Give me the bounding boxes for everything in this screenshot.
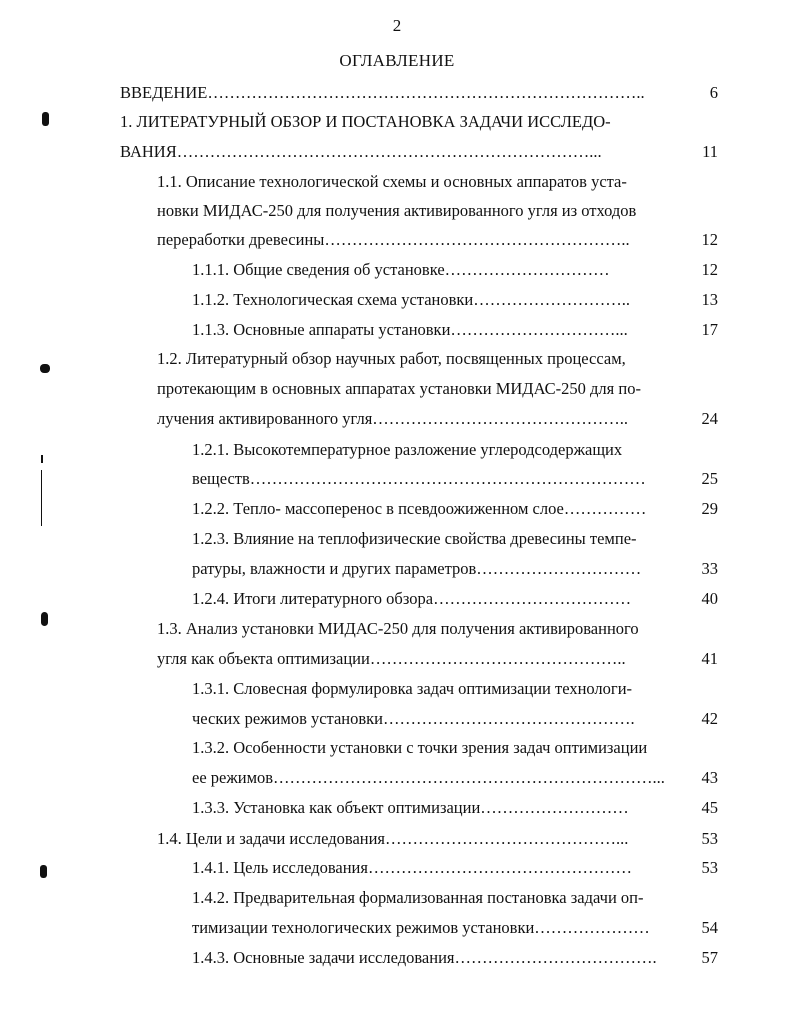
toc-entry-line: 1.4.1. Цель исследования………………………………………… (192, 858, 632, 877)
toc-entry-page: 25 (701, 469, 718, 488)
toc-entry-page: 33 (701, 559, 718, 578)
toc-entry-page: 12 (701, 260, 718, 279)
toc-entry-page: 45 (701, 798, 718, 817)
toc-entry-page: 53 (701, 858, 718, 877)
toc-entry-page: 29 (701, 499, 718, 518)
scan-mark (40, 865, 47, 878)
toc-entry-line: 1.2.2. Тепло- массоперенос в псевдоожиженном слое…………… (192, 499, 647, 518)
toc-entry-line: 1.1.2. Технологическая схема установки……………………….. (192, 290, 630, 309)
toc-entry-line: ратуры, влажности и других параметров………………………… (192, 559, 642, 578)
toc-entry-line: новки МИДАС-250 для получения активированного угля из отходов (157, 201, 637, 220)
toc-entry-page: 6 (709, 83, 718, 102)
toc-entry-line: веществ……………………………………………………………… (192, 469, 646, 488)
toc-entry-line: тимизации технологических режимов установки………………… (192, 918, 650, 937)
scan-mark (41, 470, 42, 526)
toc-entry-line: 1.1. Описание технологической схемы и основных аппаратов уста- (157, 172, 627, 191)
toc-entry-page: 57 (701, 948, 718, 967)
toc-entry-line: 1. ЛИТЕРАТУРНЫЙ ОБЗОР И ПОСТАНОВКА ЗАДАЧИ ИССЛЕДО- (120, 112, 611, 131)
toc-entry-line: ческих режимов установки………………………………………. (192, 709, 635, 728)
toc-entry-page: 24 (701, 409, 718, 428)
toc-entry-line: 1.1.1. Общие сведения об установке………………………… (192, 260, 610, 279)
toc-entry-page: 43 (701, 768, 718, 787)
toc-entry-line: 1.4.2. Предварительная формализованная постановка задачи оп- (192, 888, 644, 907)
toc-entry-line: 1.2. Литературный обзор научных работ, посвященных процессам, (157, 349, 626, 368)
toc-entry-page: 42 (701, 709, 718, 728)
toc-entry-line: 1.2.1. Высокотемпературное разложение углеродсодержащих (192, 440, 623, 459)
toc-entry-page: 40 (701, 589, 718, 608)
toc-entry-line: 1.4. Цели и задачи исследования……………………………………... (157, 829, 629, 848)
toc-entry-line: угля как объекта оптимизации……………………………………….. (157, 649, 626, 668)
toc-entry-line: 1.3.1. Словесная формулировка задач оптимизации технологи- (192, 679, 633, 698)
toc-entry-page: 12 (701, 230, 718, 249)
scan-mark (41, 455, 43, 463)
toc-entry-line: 1.4.3. Основные задачи исследования………………………………. (192, 948, 657, 967)
toc-entry-page: 13 (701, 290, 718, 309)
toc-entry-page: 11 (702, 142, 718, 161)
toc-entry-line: переработки древесины……………………………………………….. (157, 230, 630, 249)
toc-entry-line: 1.3.3. Установка как объект оптимизации……………………… (192, 798, 629, 817)
toc-entry-page: 53 (701, 829, 718, 848)
toc-entry-page: 41 (701, 649, 718, 668)
scan-mark (40, 364, 50, 373)
scan-mark (41, 612, 48, 626)
toc-title: ОГЛАВЛЕНИЕ (339, 51, 455, 70)
toc-entry-page: 17 (701, 320, 718, 339)
toc-entry-line: 1.2.3. Влияние на теплофизические свойства древесины темпе- (192, 529, 637, 548)
toc-entry-line: лучения активированного угля……………………………………….. (157, 409, 629, 428)
scan-mark (42, 112, 49, 126)
toc-entry-line: ее режимов……………………………………………………………... (192, 768, 665, 787)
toc-entry-page: 54 (701, 918, 718, 937)
page-number: 2 (392, 16, 402, 35)
toc-entry-line: 1.3.2. Особенности установки с точки зрения задач оптимизации (192, 738, 648, 757)
toc-entry-line: 1.2.4. Итоги литературного обзора……………………………… (192, 589, 632, 608)
toc-entry-line: 1.1.3. Основные аппараты установки…………………………... (192, 320, 628, 339)
toc-entry-line: ВАНИЯ…………………………………………………………………... (120, 142, 602, 161)
toc-entry-line: 1.3. Анализ установки МИДАС-250 для получения активированного (157, 619, 639, 638)
toc-entry-line: ВВЕДЕНИЕ…………………………………………………………………….. (120, 83, 645, 102)
toc-entry-line: протекающим в основных аппаратах установки МИДАС-250 для по- (157, 379, 641, 398)
